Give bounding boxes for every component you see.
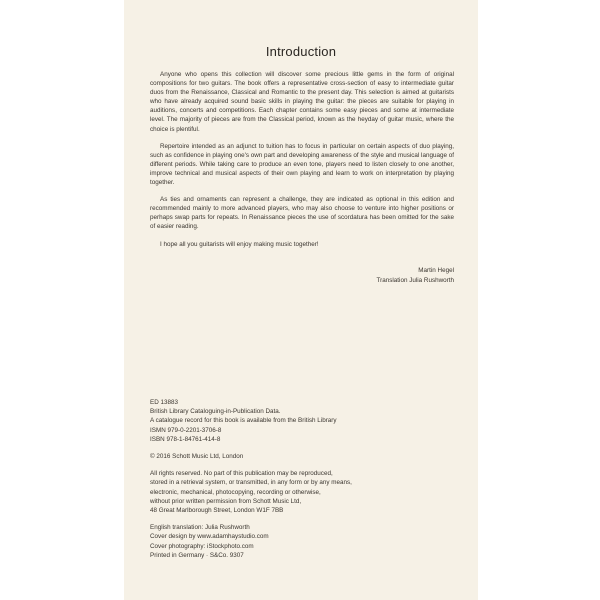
- paragraph-2: Repertoire intended as an adjunct to tuition has to focus in particular on certain aspects of duo playing, such as confidence in playing one's own part and developing awareness of the style and musical language of different periods. While taking care to produce an even tone, players need to listen closely to one another, improve technical and musical aspects of their own playing and learn to work on interpretation by playing together.: [150, 142, 454, 187]
- ismn: ISMN 979-0-2201-3706-8: [150, 426, 222, 434]
- printing-info: Printed in Germany · S&Co. 9307: [150, 551, 244, 559]
- catalogue-record: A catalogue record for this book is available from the British Library: [150, 417, 337, 425]
- introduction-body: [150, 70, 454, 257]
- copyright-block: [150, 452, 454, 461]
- paragraph-4: I hope all you guitarists will enjoy making music together!: [160, 240, 319, 248]
- rights-block: [150, 469, 454, 515]
- signature-block: [274, 266, 454, 285]
- copyright-line: © 2016 Schott Music Ltd, London: [150, 453, 244, 461]
- rights-line: electronic, mechanical, photocopying, recording or otherwise,: [150, 488, 321, 496]
- page-title: Introduction: [265, 44, 337, 59]
- rights-line: without prior written permission from Schott Music Ltd,: [150, 497, 302, 505]
- catalog-block: [150, 398, 454, 444]
- publisher-address: 48 Great Marlborough Street, London W1F 7BB: [150, 507, 284, 515]
- translation-credit: English translation: Julia Rushworth: [150, 524, 250, 532]
- imprint: [150, 398, 454, 568]
- rights-line: All rights reserved. No part of this publication may be reproduced,: [150, 470, 333, 478]
- cover-design-credit: Cover design by www.adamhaystudio.com: [150, 533, 269, 541]
- rights-line: stored in a retrieval system, or transmitted, in any form or by any means,: [150, 479, 352, 487]
- author-name: Martin Hegel: [418, 267, 454, 274]
- translator-credit: Translation Julia Rushworth: [376, 276, 454, 284]
- cover-photo-credit: Cover photography: iStockphoto.com: [150, 542, 254, 550]
- cataloguing-note: British Library Cataloguing-in-Publication Data.: [150, 408, 281, 416]
- paragraph-3: As ties and ornaments can represent a challenge, they are indicated as optional in this edition and recommended mainly to more advanced players, who may also choose to venture into higher positions or perhaps swap parts for repeats. In Renaissance pieces the use of scordatura has been omitted for the sake of easier reading.: [150, 196, 454, 231]
- isbn: ISBN 978-1-84761-414-8: [150, 435, 221, 443]
- document-page: [124, 0, 478, 600]
- credits-block: [150, 523, 454, 560]
- paragraph-1: Anyone who opens this collection will discover some precious little gems in the form of original compositions for two guitars. The book offers a representative cross-section of easy to intermediate guitar duos from the Renaissance, Classical and Romantic to the present day. This selection is aimed at guitarists who have already acquired sound basic skills in playing the guitar: the pieces are suitable for playing in auditions, concerts and competitions. Each chapter contains some easy pieces and some at intermediate level. The majority of pieces are from the Classical period, known as the heyday of guitar music, where the choice is plentiful.: [150, 71, 454, 133]
- edition-number: ED 13883: [150, 399, 179, 406]
